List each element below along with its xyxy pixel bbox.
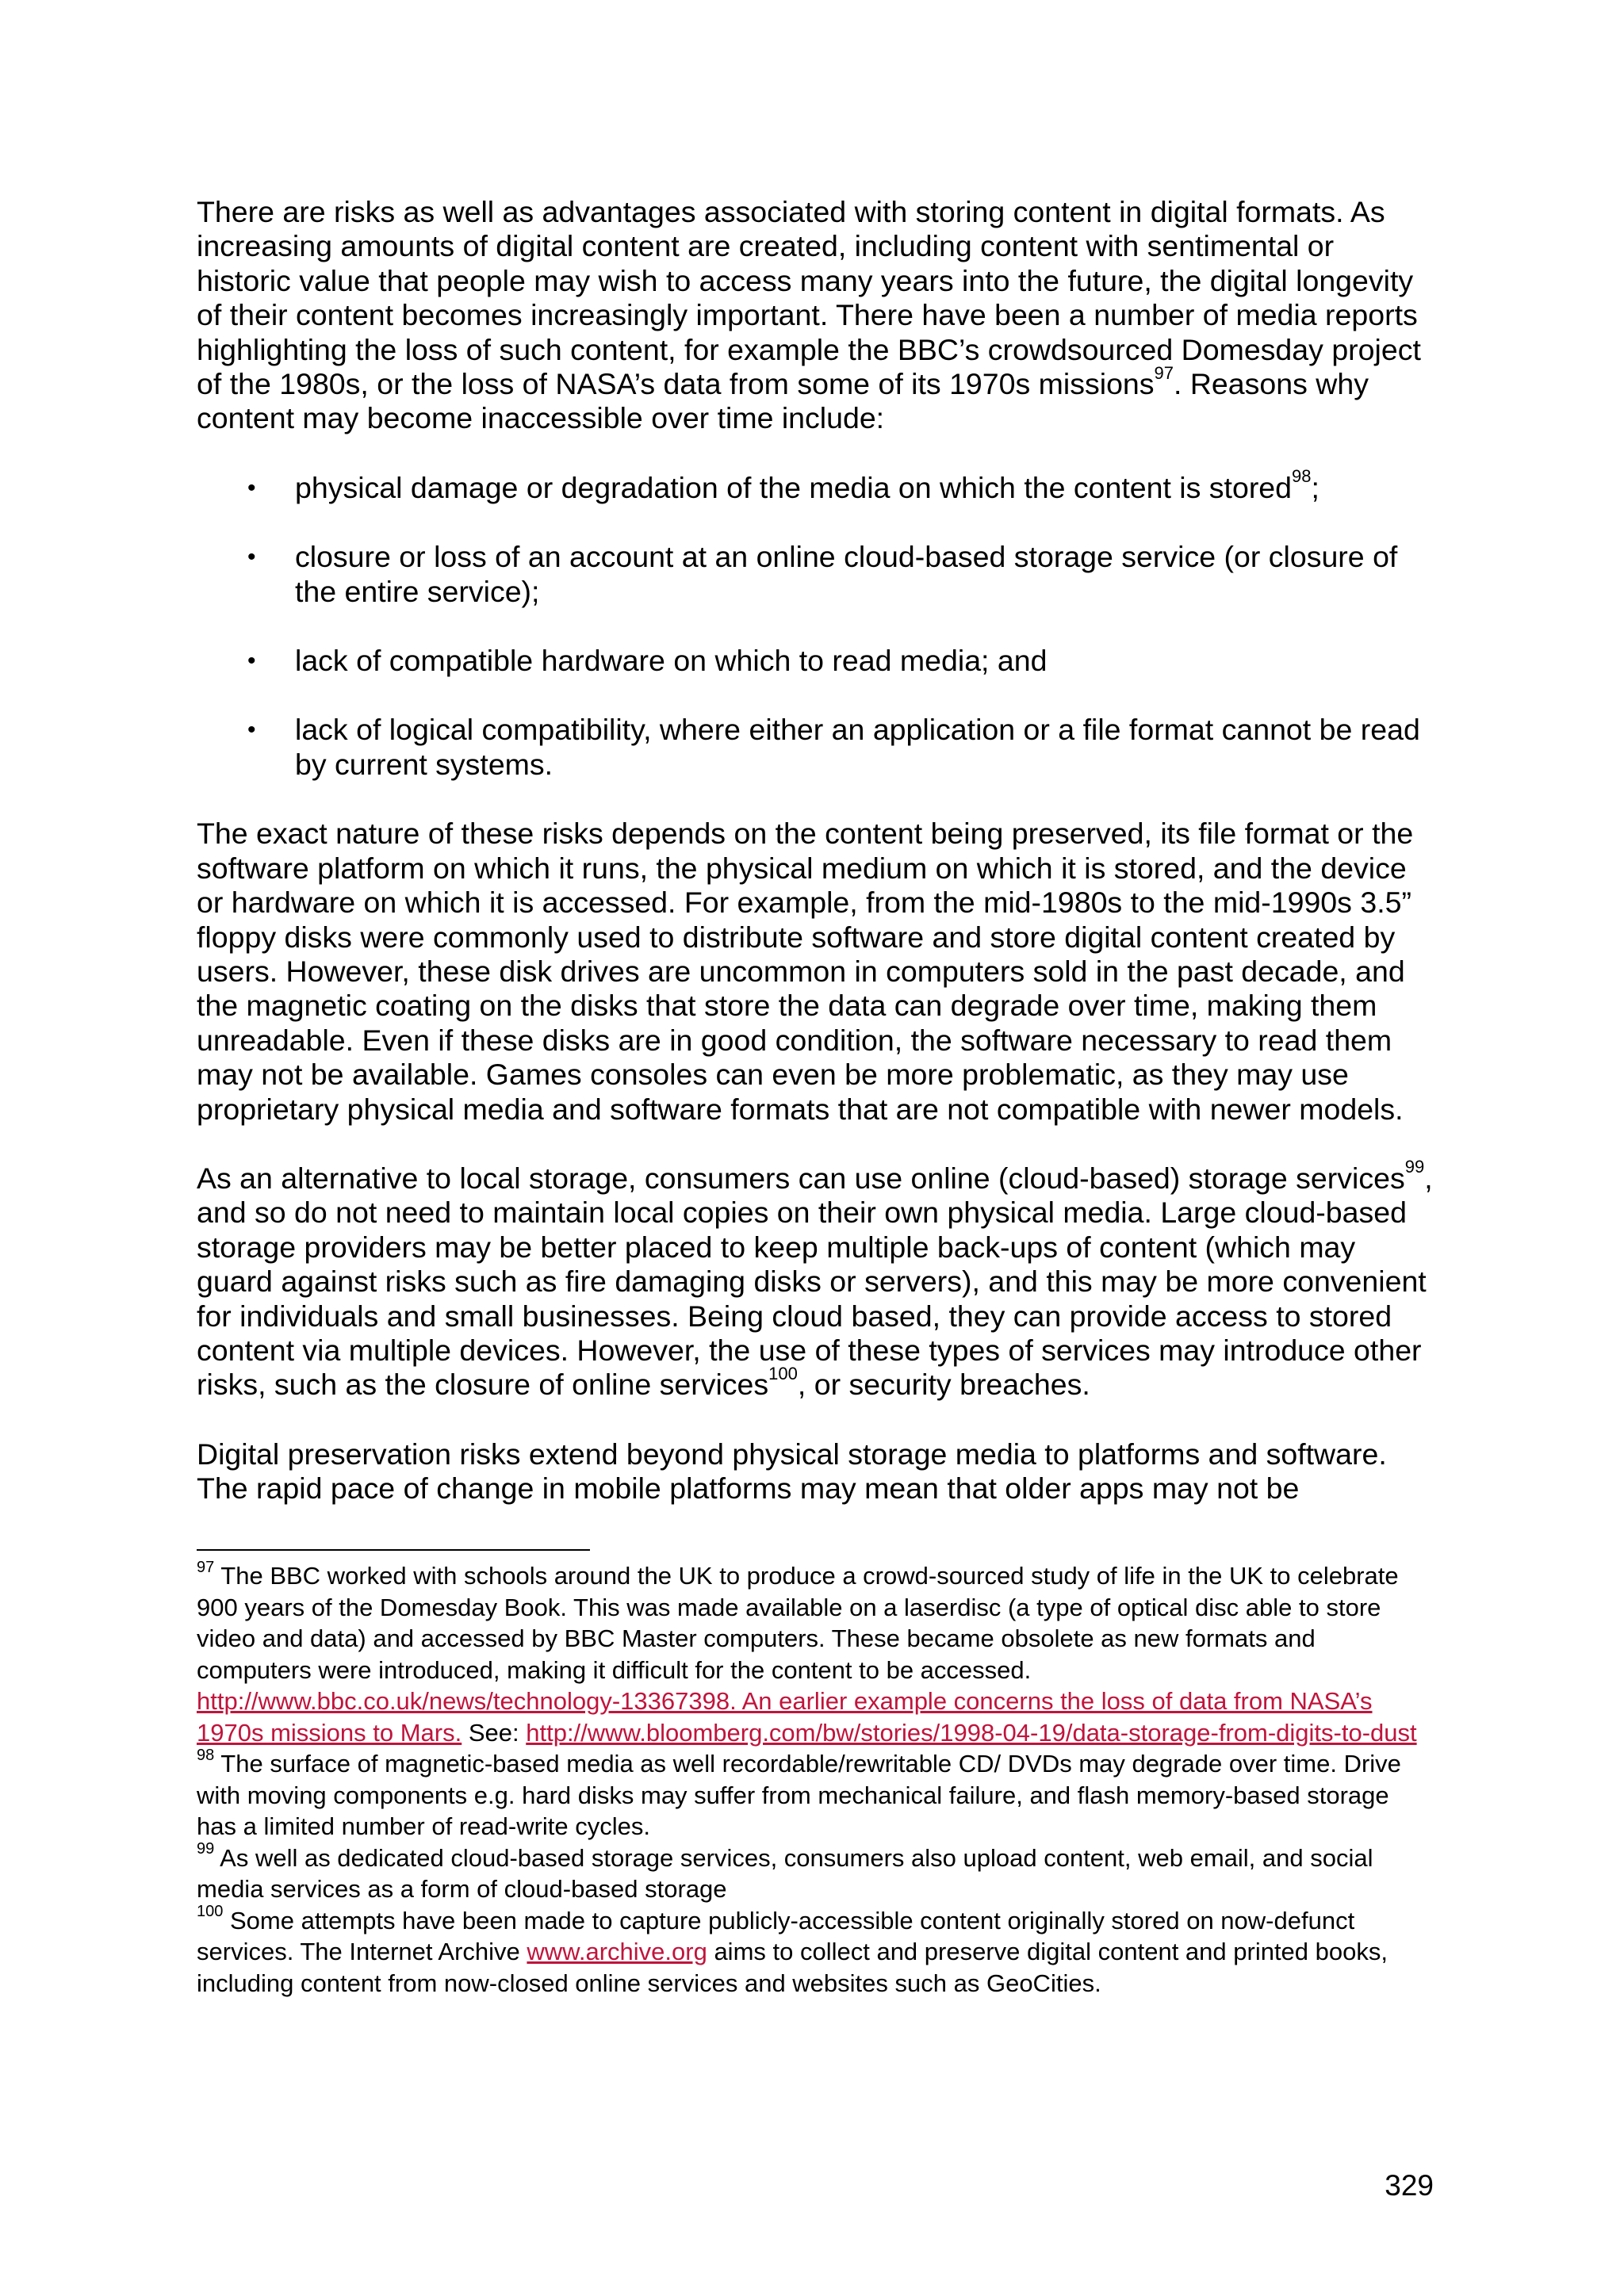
bullet-text: closure or loss of an account at an online cloud-based storage service (or closure of the entire service); [295, 540, 1398, 608]
paragraph-text-tail: , or security breaches. [797, 1368, 1090, 1402]
bullet-item-account-closure [197, 540, 1434, 609]
footnote-99 [197, 1840, 1434, 1905]
footnote-100 [197, 1905, 1434, 1999]
bullet-text: lack of compatible hardware on which to read media; and [295, 644, 1048, 678]
bullet-icon: • [247, 648, 256, 675]
footnote-text: The surface of magnetic-based media as well recordable/rewritable CD/ DVDs may degrade over time. Drive with moving components e.g. hard disks may suffer from mechanical failure, and flash memory-based storage has a limited number of read-write cycles. [197, 1750, 1401, 1840]
bullet-item-hardware [197, 644, 1434, 678]
footnote-link-archive[interactable]: www.archive.org [527, 1938, 707, 1965]
paragraph-nature-of-risks: The exact nature of these risks depends on the content being preserved, its file format or the software platform on which it runs, the physical medium on which it is stored, and the device or hardware on which it is accessed. For example, from the mid-1980s to the mid-1990s 3.5” floppy disks were commonly used to distribute software and store digital content created by users. However, these disk drives are uncommon in computers sold in the past decade, and the magnetic coating on the disks that store the data can degrade over time, making them unreadable. Even if these disks are in good condition, the software necessary to read them may not be available. Games consoles can even be more problematic, as they may use proprietary physical media and software formats that are not compatible with newer models. [197, 817, 1414, 1126]
paragraph-risks-intro [197, 195, 1434, 436]
footnotes-section [197, 1560, 1434, 1999]
footnote-divider [197, 1549, 590, 1551]
footnote-text-tail: aims to collect and preserve digital content and printed books, including content from now-closed online services and websites such as GeoCities. [197, 1938, 1388, 1997]
bullet-text-tail: ; [1311, 470, 1320, 504]
paragraph-text-middle: , and so do not need to maintain local copies on their own physical media. Large cloud-based storage providers may be better placed to keep multiple back-ups of content (which may guard against risks such as fire damaging disks or servers), and this may be more convenient for individuals and small businesses. Being cloud based, they can provide access to stored content via multiple devices. However, the use of these types of services may introduce other risks, such as the closure of online services [197, 1161, 1433, 1402]
footnote-link-bloomberg[interactable]: http://www.bloomberg.com/bw/stories/1998-04-19/data-storage-from-digits-to-dust [526, 1718, 1417, 1747]
footnote-see-label: See: [462, 1718, 527, 1747]
footnote-text: Some attempts have been made to capture publicly-accessible content originally stored on now-defunct services. The Internet Archive [197, 1906, 1355, 1965]
paragraph-text: There are risks as well as advantages associated with storing content in digital formats. As increasing amounts of digital content are created, including content with sentimental or historic value that people may wish to access many years into the future, the digital longevity of their content becomes increasingly important. There have been a number of media reports highlighting the loss of such content, for example the BBC’s crowdsourced Domesday project of the 1980s, or the loss of NASA’s data from some of its 1970s missions [197, 195, 1421, 401]
bullet-item-logical-compatibility [197, 713, 1434, 782]
footnote-number: 100 [197, 1903, 224, 1921]
footnote-97 [197, 1560, 1434, 1748]
footnote-number: 98 [197, 1746, 215, 1764]
bullet-icon: • [247, 544, 256, 571]
bullet-icon: • [247, 474, 256, 501]
footnote-98 [197, 1748, 1434, 1843]
page-body [197, 195, 1434, 1506]
footnote-ref-97[interactable]: 97 [1154, 362, 1174, 383]
bullet-icon: • [247, 717, 256, 744]
footnote-link-bbc[interactable]: http://www.bbc.co.uk/news/technology-13367398. An earlier example concerns the loss of data from NASA’s 1970s missions to Mars. [197, 1687, 1373, 1747]
footnote-number: 97 [197, 1558, 215, 1576]
footnote-text: The BBC worked with schools around the UK to produce a crowd-sourced study of life in the UK to celebrate 900 years of the Domesday Book. This was made available on a laserdisc (a type of optical disc able to store video and data) and accessed by BBC Master computers. These became obsolete as new formats and computers were introduced, making it difficult for the content to be accessed. [197, 1562, 1399, 1684]
bullet-text: physical damage or degradation of the media on which the content is stored [295, 470, 1293, 504]
paragraph-text: As an alternative to local storage, consumers can use online (cloud-based) storage services [197, 1161, 1405, 1195]
risk-bullet-list [197, 466, 1434, 782]
footnote-ref-100[interactable]: 100 [768, 1363, 798, 1383]
footnote-ref-99[interactable]: 99 [1404, 1157, 1425, 1177]
paragraph-text-tail: . Reasons why content may become inaccessible over time include: [197, 367, 1369, 435]
bullet-text: lack of logical compatibility, where either an application or a file format cannot be read by current systems. [295, 713, 1420, 781]
bullet-item-physical-damage [197, 466, 1434, 505]
footnote-ref-98[interactable]: 98 [1292, 466, 1312, 487]
page-number: 329 [1385, 2169, 1434, 2202]
paragraph-platform-risks: Digital preservation risks extend beyond physical storage media to platforms and software. The rapid pace of change in mobile platforms may mean that older apps may not be [197, 1437, 1387, 1506]
paragraph-cloud-storage [197, 1157, 1434, 1402]
footnote-text: As well as dedicated cloud-based storage services, consumers also upload content, web email, and social media services as a form of cloud-based storage [197, 1843, 1373, 1903]
footnote-number: 99 [197, 1840, 215, 1858]
